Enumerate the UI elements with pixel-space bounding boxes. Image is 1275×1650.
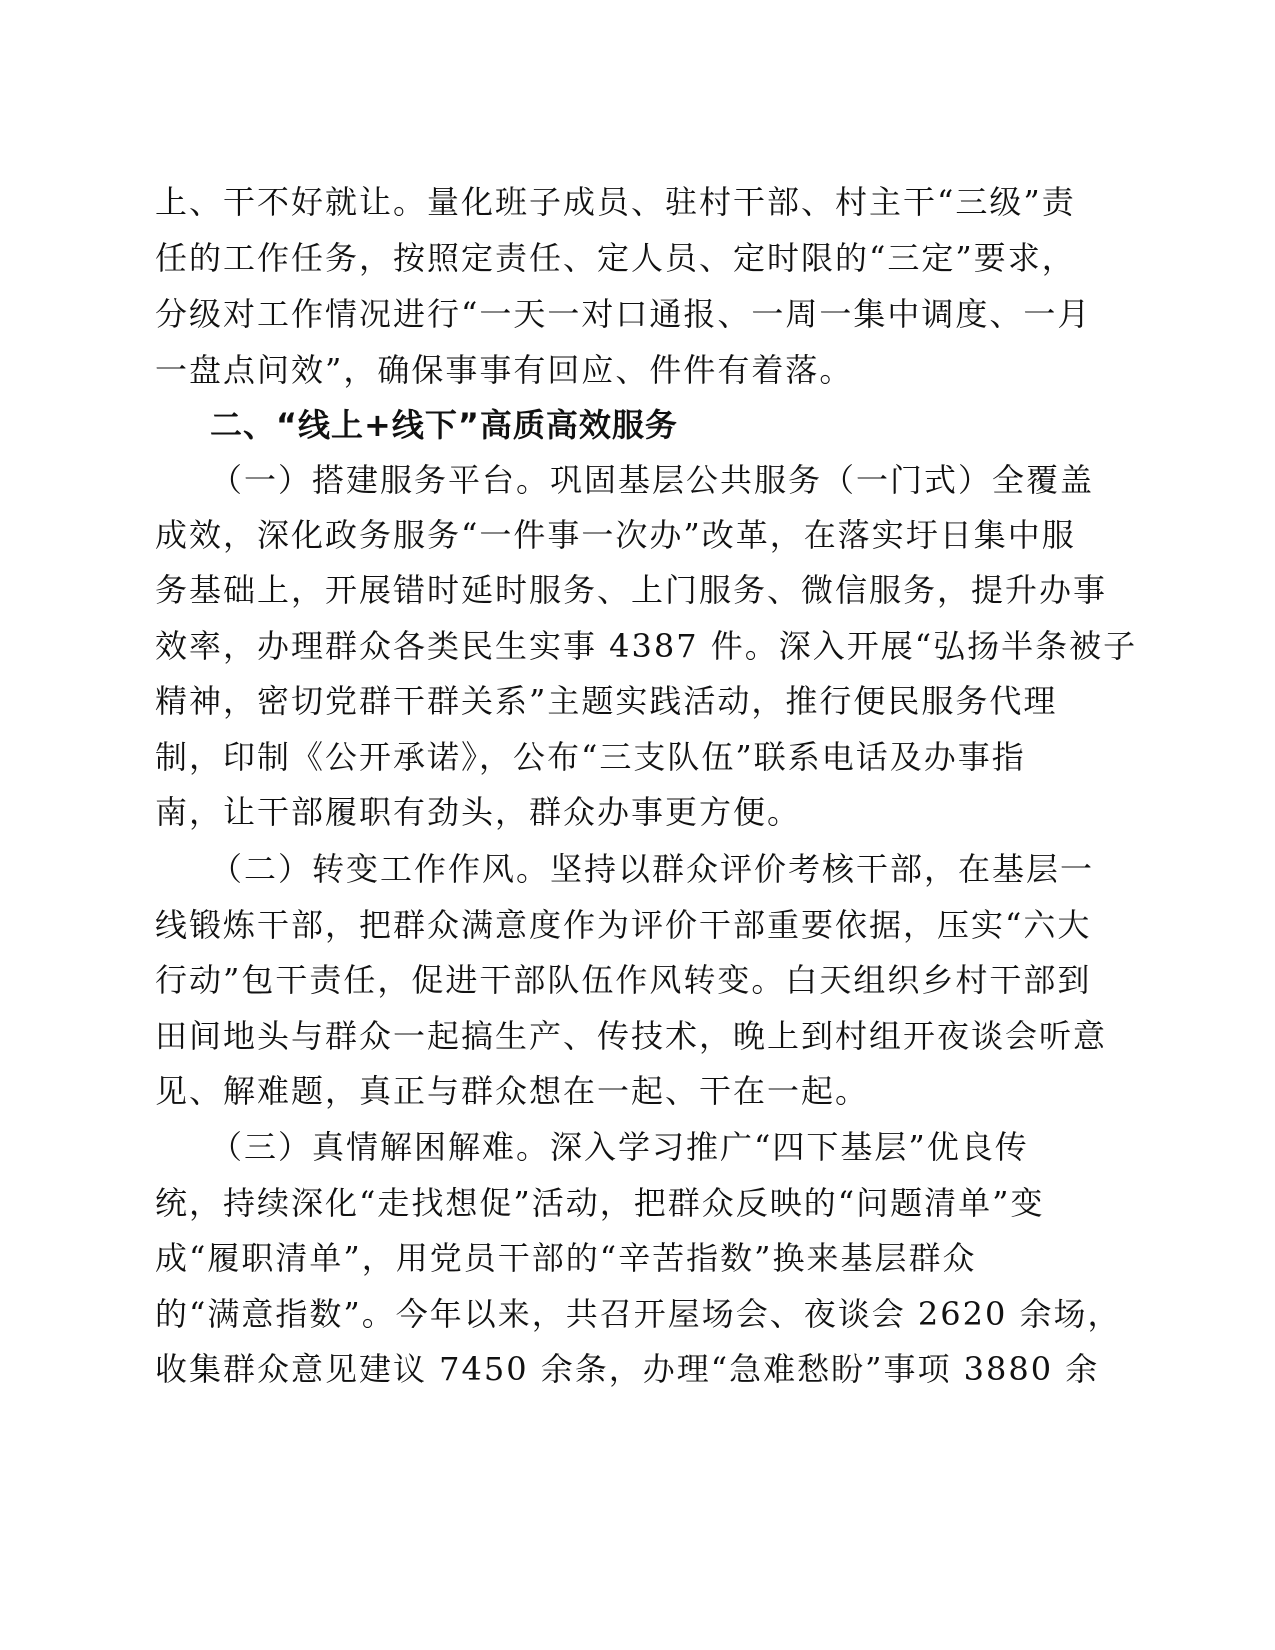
- section-heading: 二、“线上+线下”高质高效服务: [210, 406, 678, 444]
- body-text-line: 见、解难题，真正与群众想在一起、干在一起。: [155, 1072, 870, 1110]
- body-text-line: 上、干不好就让。量化班子成员、驻村干部、村主干“三级”责: [155, 183, 1076, 221]
- body-text-line: 收集群众意见建议 7450 余条，办理“急难愁盼”事项 3880 余: [155, 1350, 1100, 1388]
- body-text-line: 田间地头与群众一起搞生产、传技术，晚上到村组开夜谈会听意: [155, 1017, 1108, 1055]
- body-text-line: 任的工作任务，按照定责任、定人员、定时限的“三定”要求，: [155, 239, 1076, 277]
- body-text-line: 南，让干部履职有劲头，群众办事更方便。: [155, 793, 802, 831]
- body-text-line: 成“履职清单”，用党员干部的“辛苦指数”换来基层群众: [155, 1239, 977, 1277]
- body-text-line: 分级对工作情况进行“一天一对口通报、一周一集中调度、一月: [155, 295, 1092, 333]
- body-text-line: 精神，密切党群干群关系”主题实践活动，推行便民服务代理: [155, 682, 1058, 720]
- body-text-line: 线锻炼干部，把群众满意度作为评价干部重要依据，压实“六大: [155, 906, 1092, 944]
- body-text-line: 务基础上，开展错时延时服务、上门服务、微信服务，提升办事: [155, 571, 1108, 609]
- body-text-line: 一盘点问效”，确保事事有回应、件件有着落。: [155, 351, 854, 389]
- body-text-line: （二）转变工作作风。坚持以群众评价考核干部，在基层一: [210, 850, 1095, 888]
- body-text-line: 效率，办理群众各类民生实事 4387 件。深入开展“弘扬半条被子: [155, 627, 1138, 665]
- body-text-line: 制，印制《公开承诺》，公布“三支队伍”联系电话及办事指: [155, 738, 1026, 776]
- body-text-line: 的“满意指数”。今年以来，共召开屋场会、夜谈会 2620 余场，: [155, 1295, 1122, 1333]
- body-text-line: 统，持续深化“走找想促”活动，把群众反映的“问题清单”变: [155, 1184, 1045, 1222]
- body-text-line: （一）搭建服务平台。巩固基层公共服务（一门式）全覆盖: [210, 461, 1095, 499]
- body-text-line: 行动”包干责任，促进干部队伍作风转变。白天组织乡村干部到: [155, 961, 1092, 999]
- body-text-line: （三）真情解困解难。深入学习推广“四下基层”优良传: [210, 1128, 1029, 1166]
- body-text-line: 成效，深化政务服务“一件事一次办”改革，在落实圩日集中服: [155, 516, 1076, 554]
